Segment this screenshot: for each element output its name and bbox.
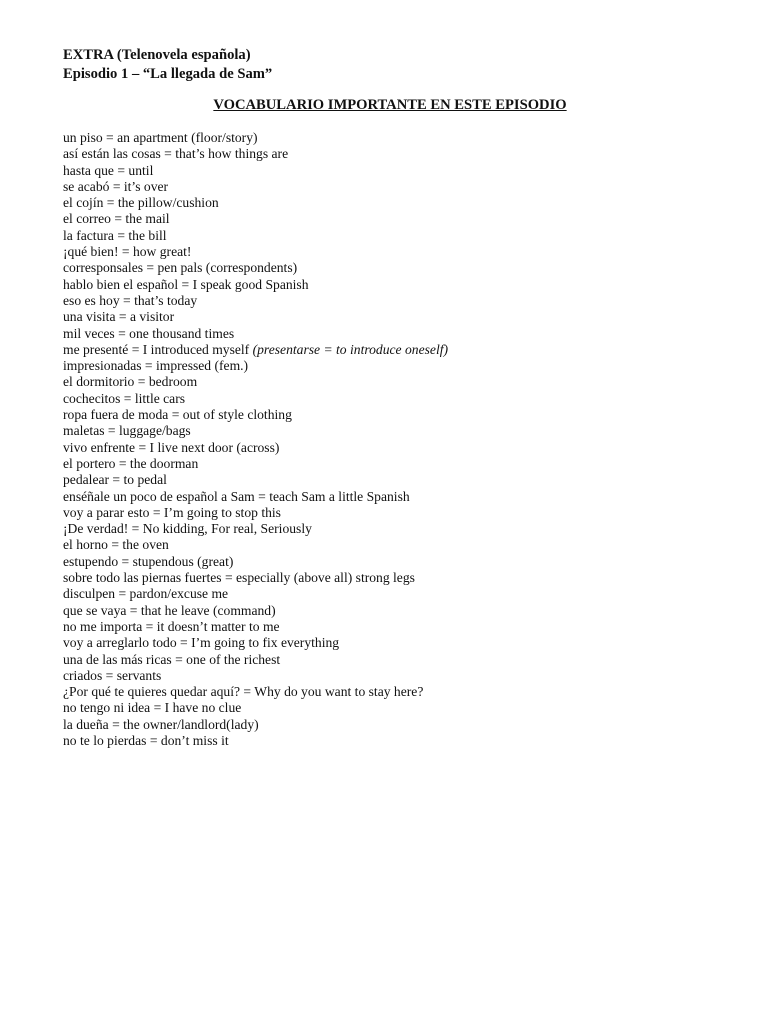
vocabulary-entry-text: mil veces = one thousand times: [63, 325, 235, 341]
vocabulary-item: [63, 456, 723, 472]
vocabulary-entry-text: el portero = the doorman: [63, 455, 199, 471]
vocabulary-item: [63, 293, 723, 309]
document-title: EXTRA (Telenovela española): [63, 47, 251, 63]
vocabulary-entry-text: no te lo pierdas = don’t miss it: [63, 732, 229, 748]
vocabulary-item: [63, 440, 723, 456]
vocabulary-entry-text: impresionadas = impressed (fem.): [63, 358, 249, 374]
vocabulary-entry-text: el horno = the oven: [63, 537, 169, 553]
vocabulary-item: [63, 652, 723, 668]
vocabulary-item: [63, 619, 723, 635]
vocabulary-entry-text: no me importa = it doesn’t matter to me: [63, 618, 280, 634]
vocabulary-item: [63, 472, 723, 488]
vocabulary-entry-text: una de las más ricas = one of the richest: [63, 651, 281, 667]
vocabulary-entry-text: maletas = luggage/bags: [63, 423, 191, 439]
vocabulary-entry-text: el cojín = the pillow/cushion: [63, 195, 219, 211]
vocabulary-item: [63, 195, 723, 211]
vocabulary-entry-text: enséñale un poco de español a Sam = teach Sam a little Spanish: [63, 488, 410, 504]
vocabulary-item: [63, 586, 723, 602]
vocabulary-entry-text: ¿Por qué te quieres quedar aquí? = Why do you want to stay here?: [63, 684, 424, 700]
vocabulary-item: [63, 326, 723, 342]
vocabulary-item: [63, 505, 723, 521]
vocabulary-entry-text: ¡De verdad! = No kidding, For real, Seriously: [63, 521, 312, 537]
vocabulary-item: [63, 228, 723, 244]
vocabulary-item: [63, 717, 723, 733]
vocabulary-item: [63, 603, 723, 619]
vocabulary-entry-text: hasta que = until: [63, 162, 154, 178]
vocabulary-entry-text: voy a parar esto = I’m going to stop this: [63, 504, 281, 520]
document-page: [63, 46, 723, 765]
vocabulary-item: [63, 179, 723, 195]
vocabulary-item: [63, 635, 723, 651]
vocabulary-item: [63, 570, 723, 586]
vocabulary-entry-text: ropa fuera de moda = out of style clothing: [63, 407, 292, 423]
vocabulary-item: [63, 391, 723, 407]
vocabulary-item: [63, 733, 723, 749]
vocabulary-item: [63, 668, 723, 684]
vocabulary-item: [63, 342, 723, 358]
vocabulary-item: [63, 309, 723, 325]
vocabulary-entry-text: corresponsales = pen pals (correspondents): [63, 260, 298, 276]
vocabulary-item: [63, 244, 723, 260]
vocabulary-item: [63, 537, 723, 553]
vocabulary-item: [63, 130, 723, 146]
vocabulary-entry-text: voy a arreglarlo todo = I’m going to fix everything: [63, 635, 340, 651]
vocabulary-item: [63, 700, 723, 716]
vocabulary-entry-text: vivo enfrente = I live next door (across): [63, 439, 280, 455]
vocabulary-entry-text: estupendo = stupendous (great): [63, 553, 234, 569]
vocabulary-item: [63, 146, 723, 162]
vocabulary-entry-text: se acabó = it’s over: [63, 178, 169, 194]
vocabulary-entry-text: un piso = an apartment (floor/story): [63, 130, 258, 145]
vocabulary-item: [63, 211, 723, 227]
vocabulary-entry-text: eso es hoy = that’s today: [63, 292, 198, 308]
vocabulary-entry-text: me presenté = I introduced myself: [63, 341, 253, 357]
vocabulary-item: [63, 423, 723, 439]
vocabulary-item: [63, 277, 723, 293]
vocabulary-list: [63, 130, 723, 749]
vocabulary-entry-text: disculpen = pardon/excuse me: [63, 586, 229, 602]
vocabulary-entry-text: cochecitos = little cars: [63, 390, 186, 406]
vocabulary-item: [63, 554, 723, 570]
vocabulary-item: [63, 260, 723, 276]
vocabulary-entry-text: una visita = a visitor: [63, 309, 175, 325]
vocabulary-entry-text: que se vaya = that he leave (command): [63, 602, 276, 618]
vocabulary-entry-note: (presentarse = to introduce oneself): [252, 341, 449, 357]
vocabulary-entry-text: sobre todo las piernas fuertes = especially (above all) strong legs: [63, 570, 415, 586]
episode-title: Episodio 1 – “La llegada de Sam”: [63, 66, 273, 82]
vocabulary-entry-text: la dueña = the owner/landlord(lady): [63, 716, 259, 732]
vocabulary-item: [63, 374, 723, 390]
vocabulary-entry-text: la factura = the bill: [63, 227, 167, 243]
vocabulary-item: [63, 521, 723, 537]
vocabulary-item: [63, 163, 723, 179]
vocabulary-item: [63, 684, 723, 700]
vocabulary-entry-text: criados = servants: [63, 667, 162, 683]
vocabulary-entry-text: hablo bien el español = I speak good Spanish: [63, 276, 309, 292]
vocabulary-entry-text: así están las cosas = that’s how things are: [63, 146, 289, 162]
vocabulary-item: [63, 489, 723, 505]
vocabulary-entry-text: el correo = the mail: [63, 211, 170, 227]
vocabulary-heading: VOCABULARIO IMPORTANTE EN ESTE EPISODIO: [213, 97, 567, 113]
vocabulary-entry-text: no tengo ni idea = I have no clue: [63, 700, 242, 716]
vocabulary-entry-text: el dormitorio = bedroom: [63, 374, 198, 390]
vocabulary-entry-text: ¡qué bien! = how great!: [63, 244, 192, 260]
vocabulary-entry-text: pedalear = to pedal: [63, 472, 167, 488]
vocabulary-item: [63, 358, 723, 374]
vocabulary-item: [63, 407, 723, 423]
